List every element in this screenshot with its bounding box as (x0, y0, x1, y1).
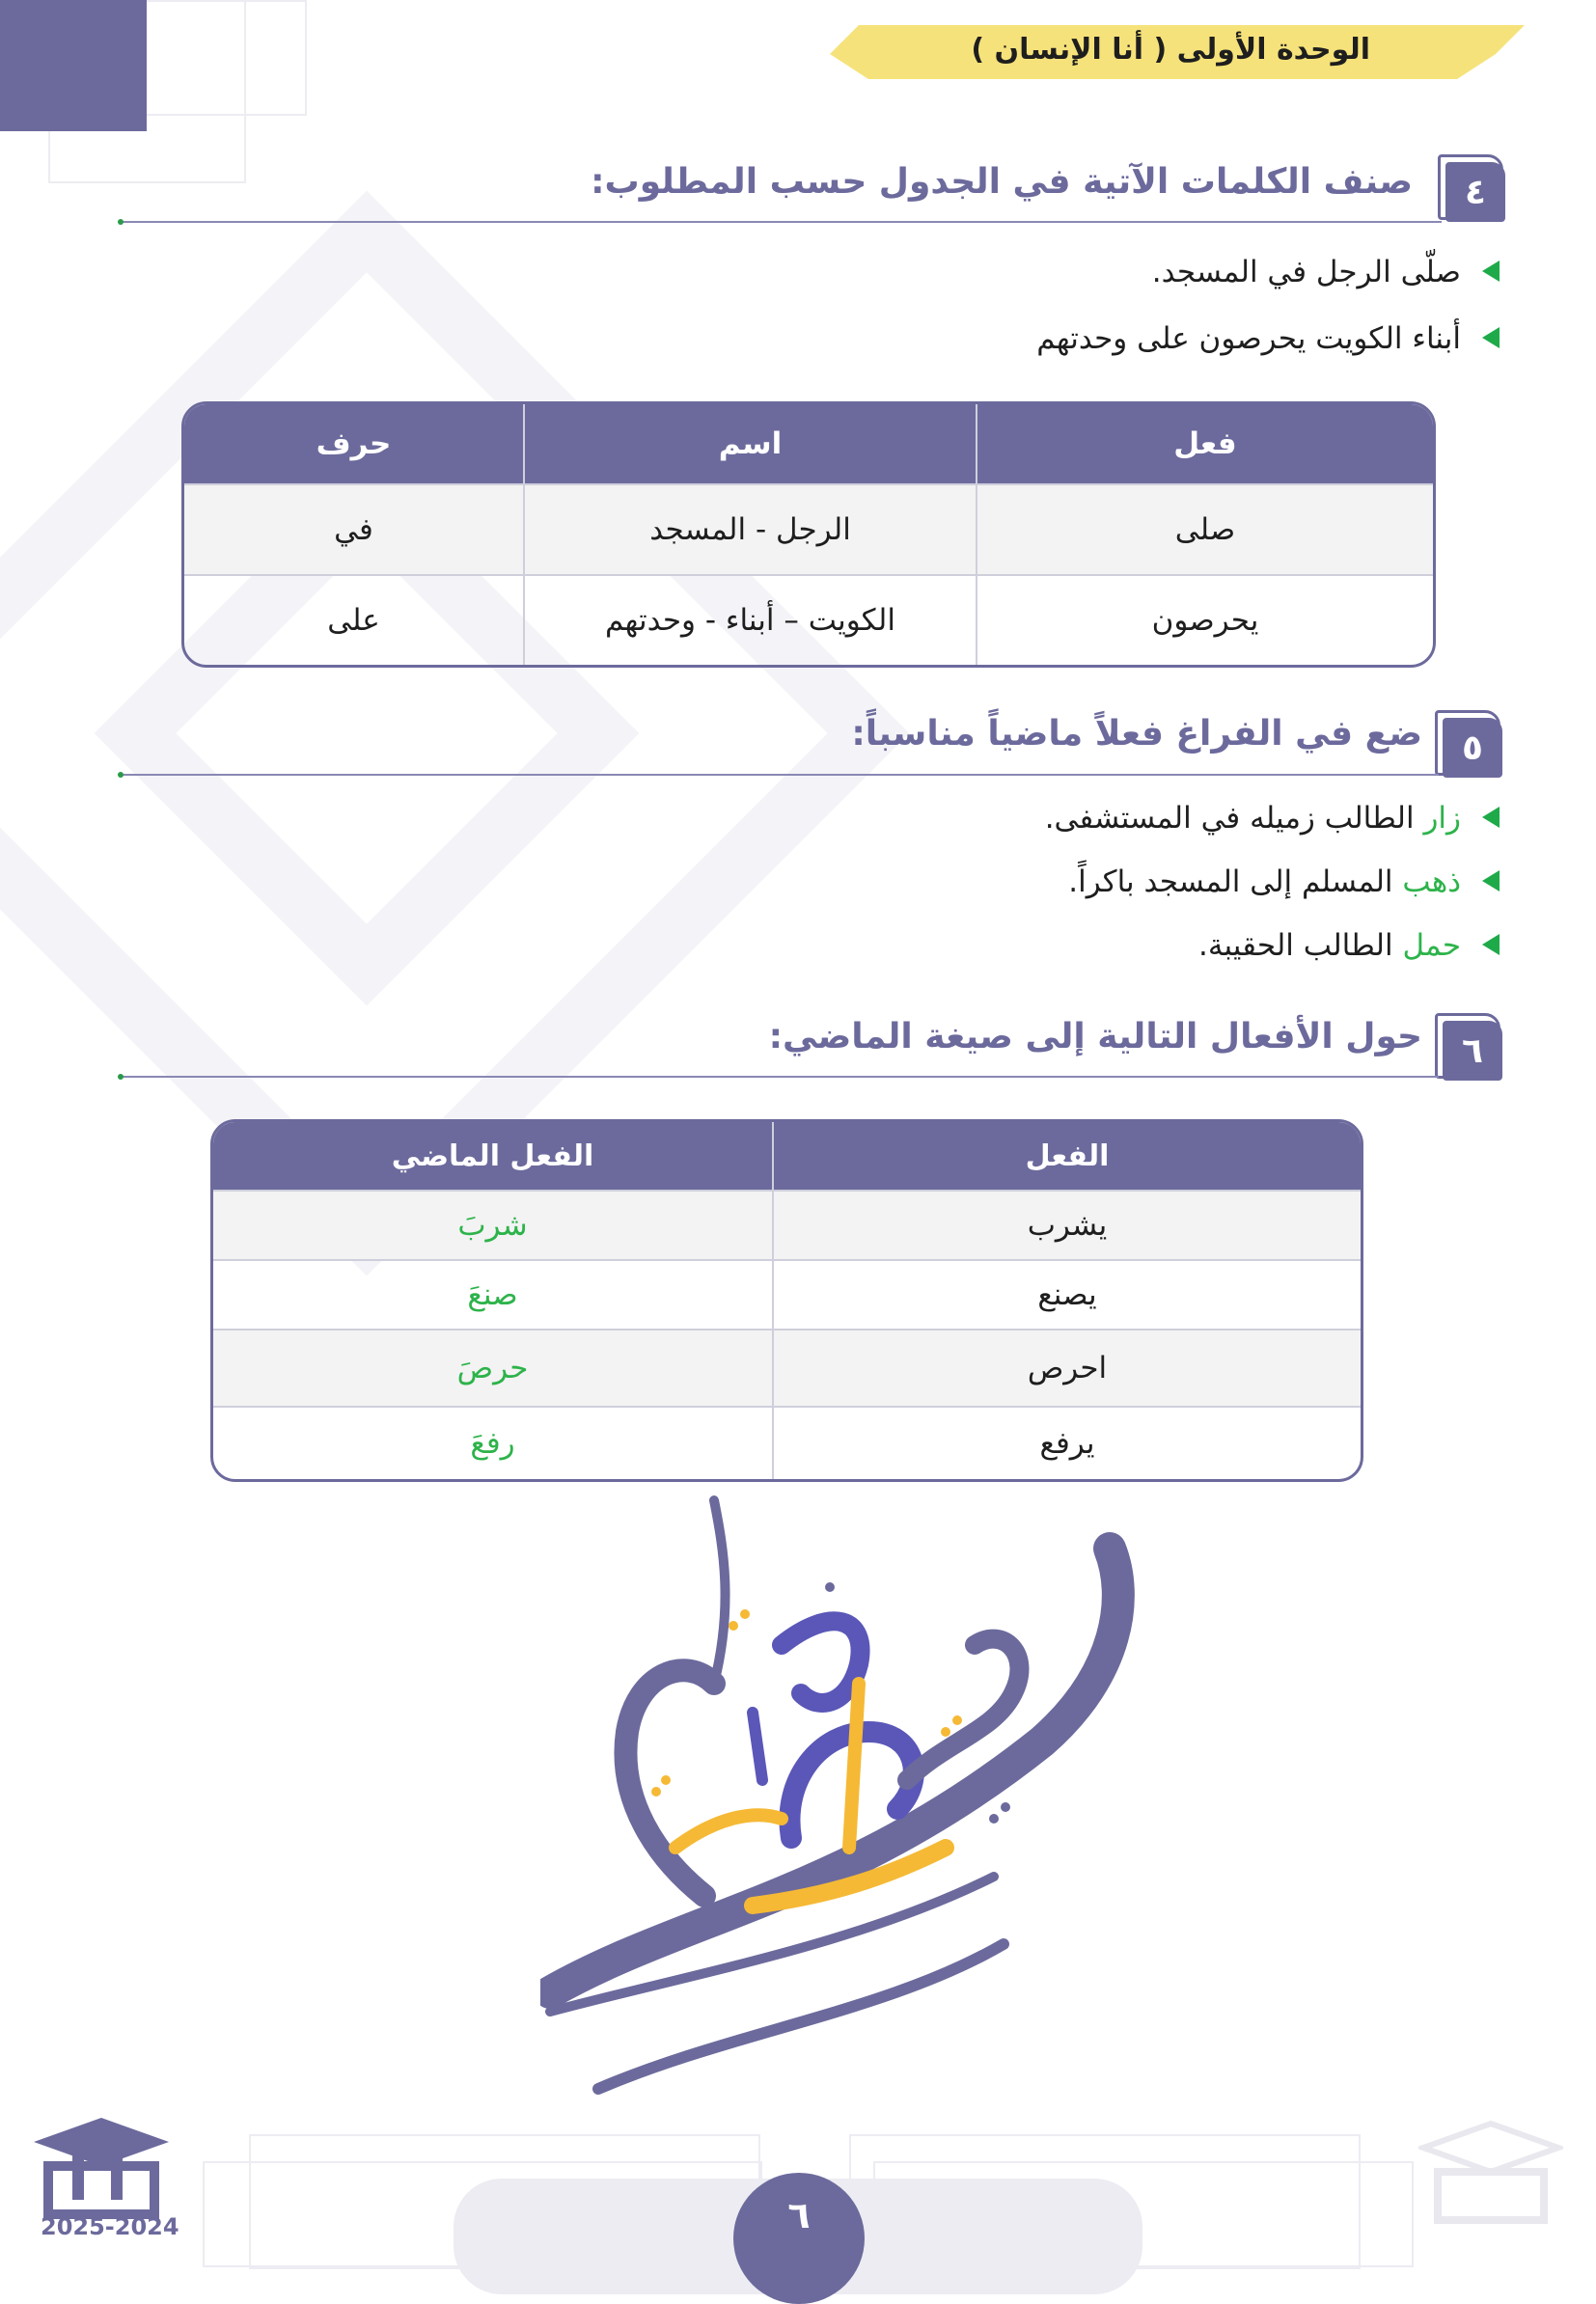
section-6-number: ٦ (1443, 1021, 1502, 1081)
section-4-sentence-1: صلّى الرجل في المسجد. (1152, 255, 1500, 289)
table-cell: صلى (977, 483, 1433, 574)
table-cell-answer: حرصَ (213, 1329, 774, 1406)
section-5-divider-dot (118, 772, 124, 778)
section-5-item-2: ذهب المسلم إلى المسجد باكراً. (1068, 864, 1500, 899)
corner-block (0, 0, 147, 131)
column-header-past-verb: الفعل الماضي (213, 1122, 774, 1190)
bullet-arrow-icon (1482, 807, 1500, 828)
column-header-particle: حرف (184, 404, 525, 483)
table-row (213, 1259, 1361, 1329)
logo-right-watermark (1418, 2119, 1563, 2225)
table-row (184, 574, 1433, 665)
table-header-row (213, 1122, 1361, 1190)
section-5-item-3: حمل الطالب الحقيبة. (1198, 928, 1500, 963)
column-header-verb: الفعل (774, 1122, 1361, 1190)
column-header-verb: فعل (977, 404, 1433, 483)
section-4-divider-dot (118, 219, 124, 225)
section-5-divider (122, 774, 1439, 776)
table-row (213, 1329, 1361, 1406)
table-cell-answer: شربَ (213, 1190, 774, 1259)
calligraphy-illustration (540, 1491, 1139, 2108)
section-5-title: ضع في الفراغ فعلاً ماضياً مناسباً: (851, 714, 1422, 754)
graduation-cap-icon (29, 2113, 174, 2219)
table-cell: في (184, 483, 525, 574)
classification-table (181, 401, 1436, 668)
table-cell: احرص (774, 1329, 1361, 1406)
section-5-number: ٥ (1443, 718, 1502, 778)
section-4-number: ٤ (1445, 162, 1505, 222)
section-4-divider (122, 221, 1442, 223)
bullet-arrow-icon (1482, 934, 1500, 955)
page-number: ٦ (733, 2173, 865, 2304)
bullet-arrow-icon (1482, 261, 1500, 282)
table-cell-answer: صنعَ (213, 1259, 774, 1329)
table-cell: الكويت – أبناء - وحدتهم (525, 574, 977, 665)
table-header-row (184, 404, 1433, 483)
table-row (184, 483, 1433, 574)
section-4-title: صنف الكلمات الآتية في الجدول حسب المطلوب: (591, 162, 1413, 202)
unit-ribbon (830, 25, 1525, 79)
table-cell: يشرب (774, 1190, 1361, 1259)
table-cell: على (184, 574, 525, 665)
table-row (213, 1190, 1361, 1259)
table-row (213, 1406, 1361, 1479)
table-cell: يحرصون (977, 574, 1433, 665)
column-header-noun: اسم (525, 404, 977, 483)
logo-year: 2025-2024 (41, 2213, 179, 2240)
section-5-item-1: زار الطالب زميله في المستشفى. (1045, 801, 1500, 836)
section-6-divider (122, 1076, 1439, 1078)
bullet-arrow-icon (1482, 870, 1500, 891)
table-cell: يصنع (774, 1259, 1361, 1329)
section-4-sentence-2: أبناء الكويت يحرصون على وحدتهم (1036, 321, 1500, 356)
bullet-arrow-icon (1482, 327, 1500, 348)
section-6-title: حول الأفعال التالية إلى صيغة الماضي: (768, 1017, 1422, 1056)
logo-left (29, 2113, 183, 2248)
section-6-divider-dot (118, 1074, 124, 1080)
table-cell: الرجل - المسجد (525, 483, 977, 574)
table-cell: يرفع (774, 1406, 1361, 1479)
unit-title: الوحدة الأولى ( أنا الإنسان ) (971, 33, 1370, 67)
table-cell-answer: رفعَ (213, 1406, 774, 1479)
past-tense-table (210, 1119, 1363, 1482)
